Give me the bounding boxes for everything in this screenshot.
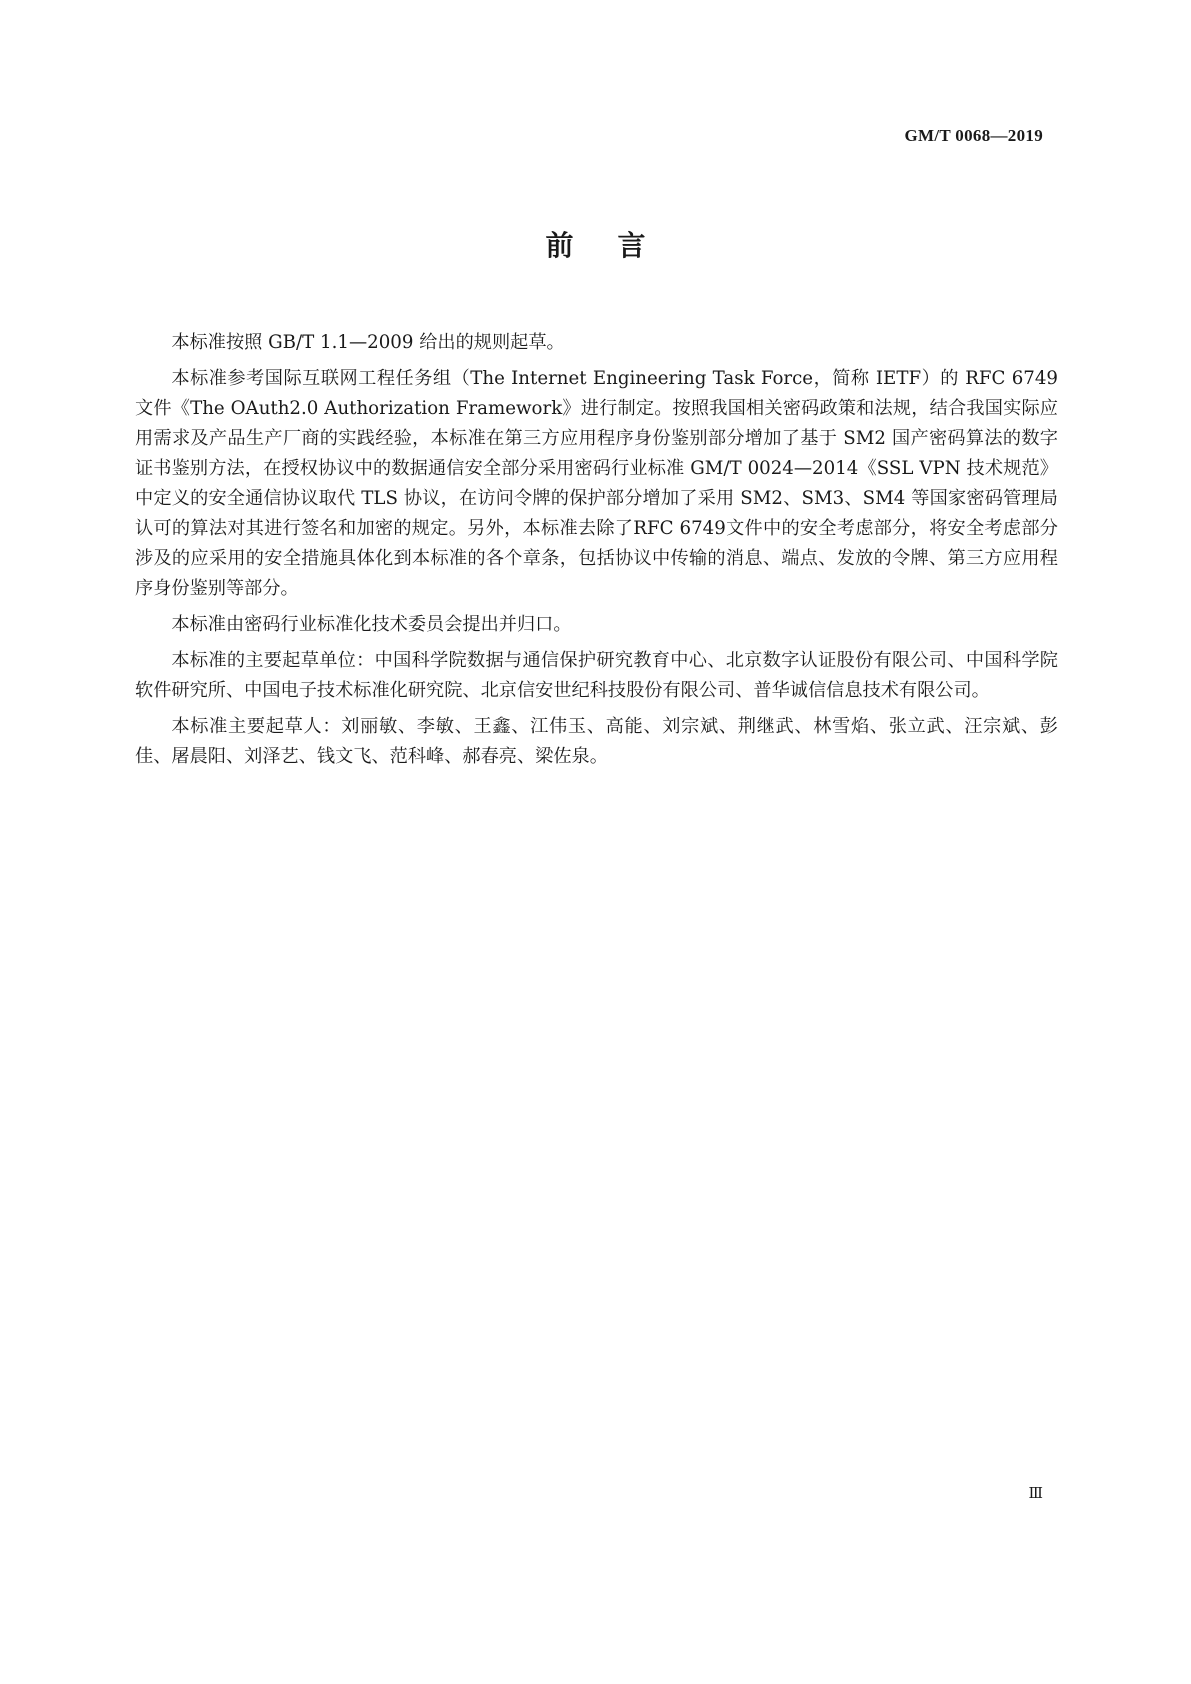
page-number: Ⅲ — [1028, 1486, 1043, 1502]
page-title: 前言 — [545, 229, 690, 262]
paragraph-drafting-units: 本标准的主要起草单位：中国科学院数据与通信保护研究教育中心、北京数字认证股份有限公司、中国科学院软件研究所、中国电子技术标准化研究院、北京信安世纪科技股份有限公司、普华诚信信息技术有限公司。 — [135, 650, 1058, 701]
paragraph-reference-rfc: 本标准参考国际互联网工程任务组（The Internet Engineering Task Force，简称 IETF）的 RFC 6749 文件《The OAuth2.0 Authorization Framework》进行制定。按照我国相关密码政策和法规，结合我国实际应用需求及产品生产厂商的实践经验，本标准在第三方应用程序身份鉴别部分增加了基于 SM2 国产密码算法的数字证书鉴别方法，在授权协议中的数据通信安全部分采用密码行业标准 GM/T 0024—2014《SSL VPN 技术规范》中定义的安全通信协议取代 TLS 协议，在访问令牌的保护部分增加了采用 SM2、SM3、SM4 等国家密码管理局认可的算法对其进行签名和加密的规定。另外，本标准去除了RFC 6749文件中的安全考虑部分，将安全考虑部分涉及的应采用的安全措施具体化到本标准的各个章条，包括协议中传输的消息、端点、发放的令牌、第三方应用程序身份鉴别等部分。 — [135, 368, 1058, 599]
paragraph-proposer: 本标准由密码行业标准化技术委员会提出并归口。 — [171, 614, 572, 635]
foreword-body — [135, 328, 1058, 778]
paragraph-drafters: 本标准主要起草人：刘丽敏、李敏、王鑫、江伟玉、高能、刘宗斌、荆继武、林雪焰、张立武、汪宗斌、彭佳、屠晨阳、刘泽艺、钱文飞、范科峰、郝春亮、梁佐泉。 — [135, 716, 1058, 767]
standard-number: GM/T 0068—2019 — [904, 126, 1043, 145]
paragraph-drafting-rules: 本标准按照 GB/T 1.1—2009 给出的规则起草。 — [171, 332, 565, 353]
